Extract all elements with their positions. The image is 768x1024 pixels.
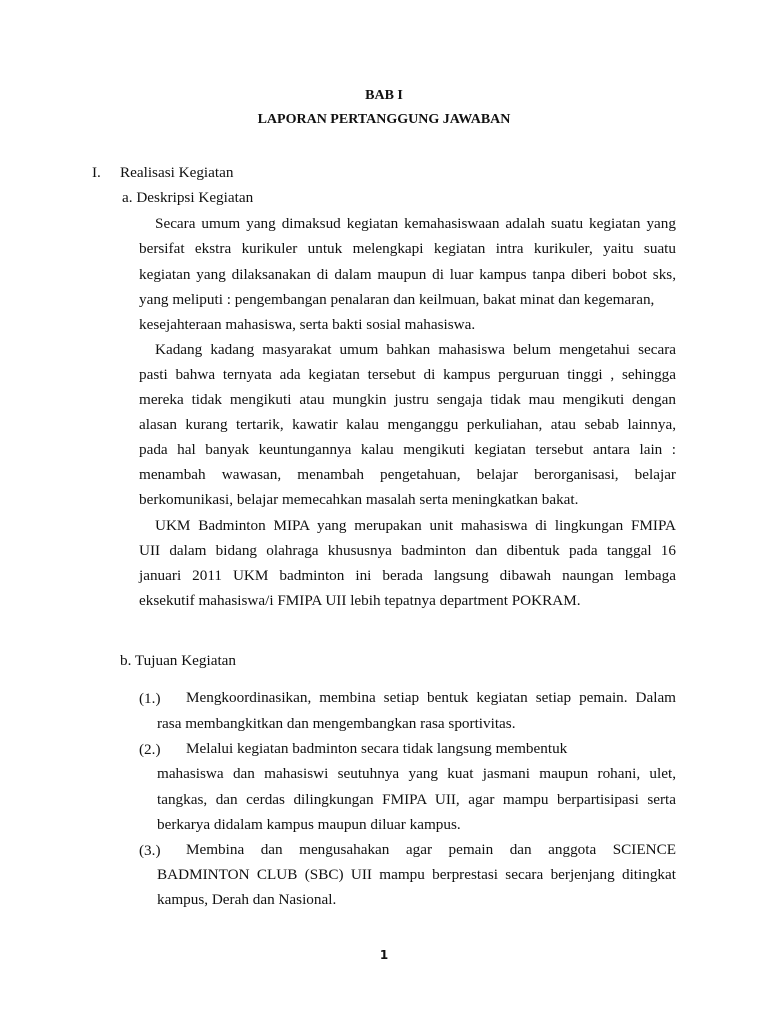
page-title: LAPORAN PERTANGGUNG JAWABAN [257,112,511,127]
list-item-line: berkarya didalam kampus maupun diluar kampus. [157,816,461,833]
paragraph-line: yang meliputi : pengembangan penalaran dan keilmuan, bakat minat dan kegemaran, [139,291,655,308]
page-number: 1 [379,948,389,962]
list-item-line: rasa membangkitkan dan mengembangkan rasa sportivitas. [157,715,516,732]
section-number: I. [92,164,101,181]
list-item-line: Mengkoordinasikan, membina setiap bentuk kegiatan setiap pemain. Dalam [186,689,676,706]
list-item-number: (3.) [139,842,161,859]
section-title: Realisasi Kegiatan [120,164,234,181]
list-item-number: (2.) [139,741,161,758]
paragraph-line: UII dalam bidang olahraga khususnya badminton dan dibentuk pada tanggal 16 [139,542,676,559]
paragraph-line: alasan kurang tertarik, kawatir kalau menganggu perkuliahan, atau sebab lainnya, [139,416,676,433]
list-item-line: BADMINTON CLUB (SBC) UII mampu berprestasi secara berjenjang ditingkat [157,866,676,883]
paragraph-line: eksekutif mahasiswa/i FMIPA UII lebih tepatnya department POKRAM. [139,592,581,609]
subsection-b-title: b. Tujuan Kegiatan [120,652,237,669]
paragraph-line: berkomunikasi, belajar memecahkan masalah serta meningkatkan bakat. [139,491,579,508]
chapter-label: BAB I [365,88,403,103]
paragraph-line: bersifat ekstra kurikuler untuk melengkapi kegiatan intra kurikuler, yaitu suatu [139,240,676,257]
paragraph-line: UKM Badminton MIPA yang merupakan unit mahasiswa di lingkungan FMIPA [155,517,676,534]
list-item-line: Membina dan mengusahakan agar pemain dan anggota SCIENCE [186,841,676,858]
paragraph-line: pasti bahwa ternyata ada kegiatan tersebut di kampus perguruan tinggi , sehingga [139,366,676,383]
paragraph-line: pada hal banyak keuntungannya kalau mengikuti kegiatan tersebut antara lain : [139,441,676,458]
paragraph-line: Kadang kadang masyarakat umum bahkan mahasiswa belum mengetahui secara [155,341,676,358]
paragraph-line: januari 2011 UKM badminton ini berada langsung dibawah naungan lembaga [139,567,676,584]
list-item-number: (1.) [139,690,161,707]
paragraph-line: menambah wawasan, menambah pengetahuan, belajar berorganisasi, belajar [139,466,676,483]
paragraph-line: kegiatan yang dilaksanakan di dalam maupun di luar kampus tanpa diberi bobot sks, [139,266,676,283]
paragraph-line: Secara umum yang dimaksud kegiatan kemahasiswaan adalah suatu kegiatan yang [155,215,676,232]
list-item-line: tangkas, dan cerdas dilingkungan FMIPA UII, agar mampu berpartisipasi serta [157,791,676,808]
paragraph-line: mereka tidak mengikuti atau mungkin justru sengaja tidak mau mengikuti dengan [139,391,676,408]
list-item-line: kampus, Derah dan Nasional. [157,891,337,908]
subsection-a-title: a. Deskripsi Kegiatan [122,189,254,206]
list-item-line: mahasiswa dan mahasiswi seutuhnya yang kuat jasmani maupun rohani, ulet, [157,765,676,782]
list-item-line: Melalui kegiatan badminton secara tidak langsung membentuk [186,740,568,757]
paragraph-line: kesejahteraan mahasiswa, serta bakti sosial mahasiswa. [139,316,476,333]
